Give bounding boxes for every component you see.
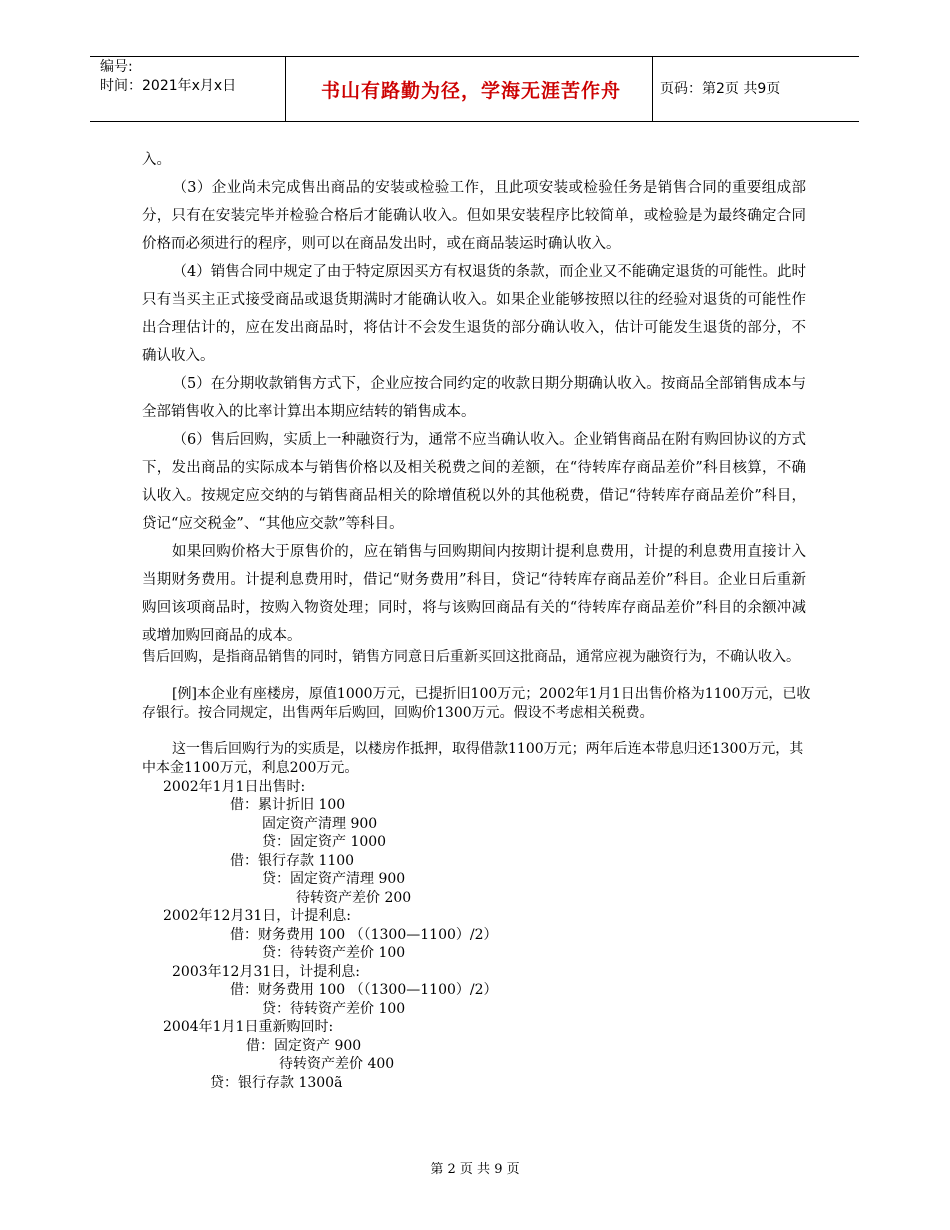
paragraph-8: 售后回购，是指商品销售的同时，销售方同意日后重新买回这批商品，通常应视为融资行为，不确认收入。 [142,649,800,665]
entry-pending-asset-diff-200: 待转资产差价 200 [296,890,412,906]
header-top-rule [90,56,859,57]
entry-date-2002-01-01: 2002年1月1日出售时: [163,779,306,795]
entry-fixed-asset-clearing: 固定资产清理 900 [262,816,378,832]
entry-date-2002-12-31: 2002年12月31日，计提利息: [163,908,351,924]
entry-credit-asset-diff-2003: 贷：待转资产差价 100 [262,1001,406,1017]
entry-date-2004-01-01: 2004年1月1日重新购回时: [163,1019,334,1035]
paragraph-6: （6）售后回购，实质上一种融资行为，通常不应当确认收入。企业销售商品在附有购回协议的方式下，发出商品的实际成本与销售价格以及相关税费之间的差额，在“待转库存商品差价”科目核算，不确认收入。按规定应交纳的与销售商品相关的除增值税以外的其他税费，借记“待转库存商品差价”科目，贷记“应交税金”、“其他应交款”等科目。 [142,432,806,532]
paragraph-5: （5）在分期收款销售方式下，企业应按合同约定的收款日期分期确认收入。按商品全部销售成本与全部销售收入的比率计算出本期应结转的销售成本。 [142,376,806,420]
paragraph-10: 这一售后回购行为的实质是，以楼房作抵押，取得借款1100万元；两年后连本带息归还1300万元，其中本金1100万元，利息200万元。 [142,741,804,776]
entry-debit-fixed-asset: 借：固定资产 900 [246,1038,362,1054]
entry-debit-finance-2003: 借：财务费用 100 （（1300—1100）/2） [230,982,498,998]
entry-debit-accum-depreciation: 借：累计折旧 100 [230,797,346,813]
header-number-label: 编号: [100,59,133,75]
entry-pending-asset-diff-400: 待转资产差价 400 [279,1056,395,1072]
header-page-info: 页码：第2页 共9页 [660,81,781,97]
paragraph-4: （4）销售合同中规定了由于特定原因买方有权退货的条款，而企业又不能确定退货的可能性。此时只有当买主正式接受商品或退货期满时才能确认收入。如果企业能够按照以往的经验对退货的可能性作出合理估计的，应在发出商品时，将估计不会发生退货的部分确认收入，估计可能发生退货的部分，不确认收入。 [142,264,806,364]
entry-credit-asset-diff-2002: 贷：待转资产差价 100 [262,945,406,961]
header-time-label: 时间：2021年x月x日 [100,78,237,94]
header-meta [100,58,236,96]
header-bottom-rule [90,121,859,122]
entry-credit-bank: 贷：银行存款 1300ã [210,1075,343,1091]
entry-debit-finance-2002: 借：财务费用 100 （（1300—1100）/2） [230,927,498,943]
paragraph-9: [例]本企业有座楼房，原值1000万元，已提折旧100万元；2002年1月1日出售价格为1100万元，已收存银行。按合同规定，出售两年后购回，回购价1300万元。假设不考虑相关税费。 [142,686,811,721]
entry-debit-bank: 借：银行存款 1100 [230,853,355,869]
entry-date-2003-12-31: 2003年12月31日，计提利息: [172,964,360,980]
entry-credit-fixed-asset: 贷：固定资产 1000 [262,834,387,850]
header-divider-left [285,56,286,122]
paragraph-continued: 入。 [142,152,171,168]
footer-page-number: 第 2 页 共 9 页 [430,1162,520,1177]
entry-credit-asset-clearing: 贷：固定资产清理 900 [262,871,406,887]
paragraph-7: 如果回购价格大于原售价的，应在销售与回购期间内按期计提利息费用，计提的利息费用直接计入当期财务费用。计提利息费用时，借记“财务费用”科目，贷记“待转库存商品差价”科目。企业日后重新购回该项商品时，按购入物资处理；同时，将与该购回商品有关的“待转库存商品差价”科目的余额冲减或增加购回商品的成本。 [142,544,806,644]
header-motto: 书山有路勤为径，学海无涯苦作舟 [320,79,621,102]
paragraph-3: （3）企业尚未完成售出商品的安装或检验工作，且此项安装或检验任务是销售合同的重要组成部分，只有在安装完毕并检验合格后才能确认收入。但如果安装程序比较简单，或检验是为最终确定合同价格而必须进行的程序，则可以在商品发出时，或在商品装运时确认收入。 [142,180,806,252]
